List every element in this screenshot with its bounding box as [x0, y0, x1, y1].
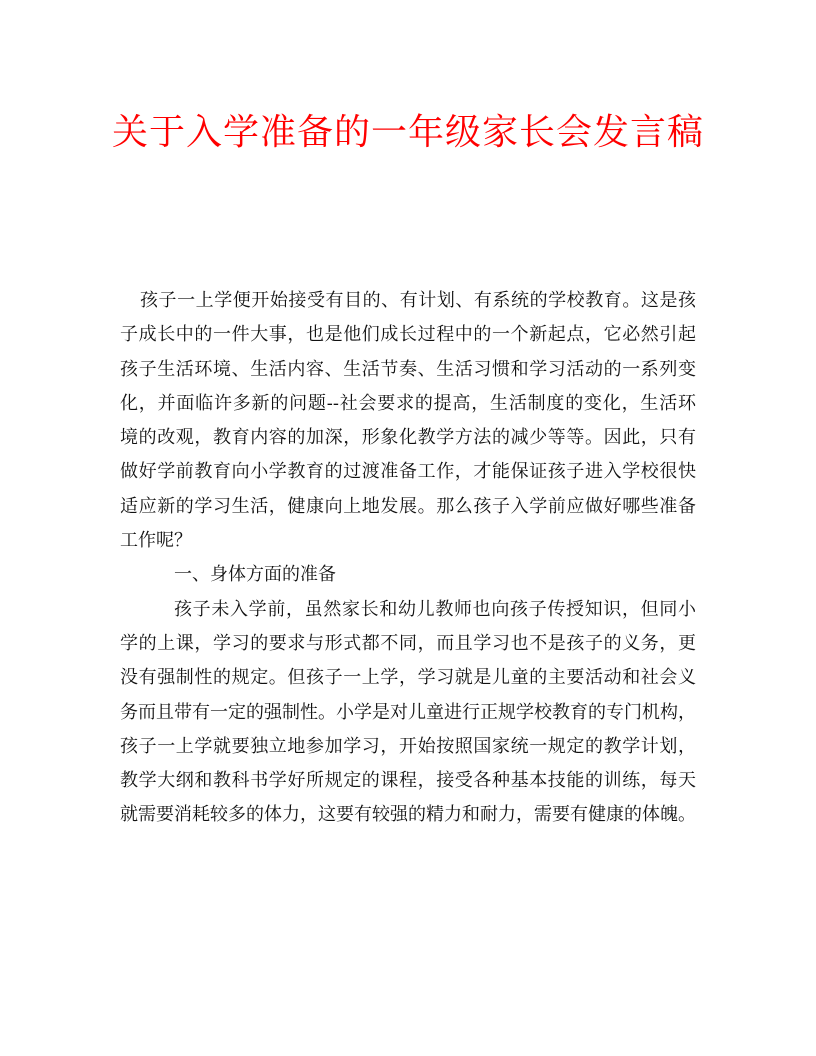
- text-line: 孩子生活环境、生活内容、生活节奏、生活习惯和学习活动的一系列变: [120, 358, 696, 380]
- text-line: 孩子未入学前，虽然家长和幼儿教师也向孩子传授知识，但同小: [174, 598, 696, 620]
- text-line: 化，并面临许多新的问题--社会要求的提高，生活制度的变化，生活环: [120, 392, 696, 414]
- text-line: 务而且带有一定的强制性。小学是对儿童进行正规学校教育的专门机构，: [120, 701, 696, 723]
- text-line: 境的改观，教育内容的加深，形象化教学方法的减少等等。因此，只有: [120, 427, 696, 449]
- text-line: 适应新的学习生活，健康向上地发展。那么孩子入学前应做好哪些准备: [120, 495, 696, 517]
- paragraph-physical-preparation: [120, 593, 696, 833]
- text-line: 做好学前教育向小学教育的过渡准备工作，才能保证孩子进入学校很快: [120, 461, 696, 483]
- text-line: 没有强制性的规定。但孩子一上学，学习就是儿童的主要活动和社会义: [120, 667, 696, 689]
- text-line: 学的上课，学习的要求与形式都不同，而且学习也不是孩子的义务，更: [120, 632, 696, 654]
- paragraph-intro: [120, 284, 696, 558]
- text-line: 子成长中的一件大事，也是他们成长过程中的一个新起点，它必然引起: [120, 324, 696, 346]
- text-line: 就需要消耗较多的体力，这要有较强的精力和耐力，需要有健康的体魄。: [120, 804, 696, 826]
- section-heading: 一、身体方面的准备: [174, 564, 336, 586]
- document-body: [120, 284, 696, 833]
- text-line: 孩子一上学便开始接受有目的、有计划、有系统的学校教育。这是孩: [140, 290, 696, 311]
- document-title: 关于入学准备的一年级家长会发言稿: [111, 112, 704, 153]
- text-line: 教学大纲和教科书学好所规定的课程，接受各种基本技能的训练，每天: [120, 770, 696, 792]
- text-line: 孩子一上学就要独立地参加学习，开始按照国家统一规定的教学计划，: [120, 735, 696, 757]
- text-line: 工作呢？: [120, 530, 192, 552]
